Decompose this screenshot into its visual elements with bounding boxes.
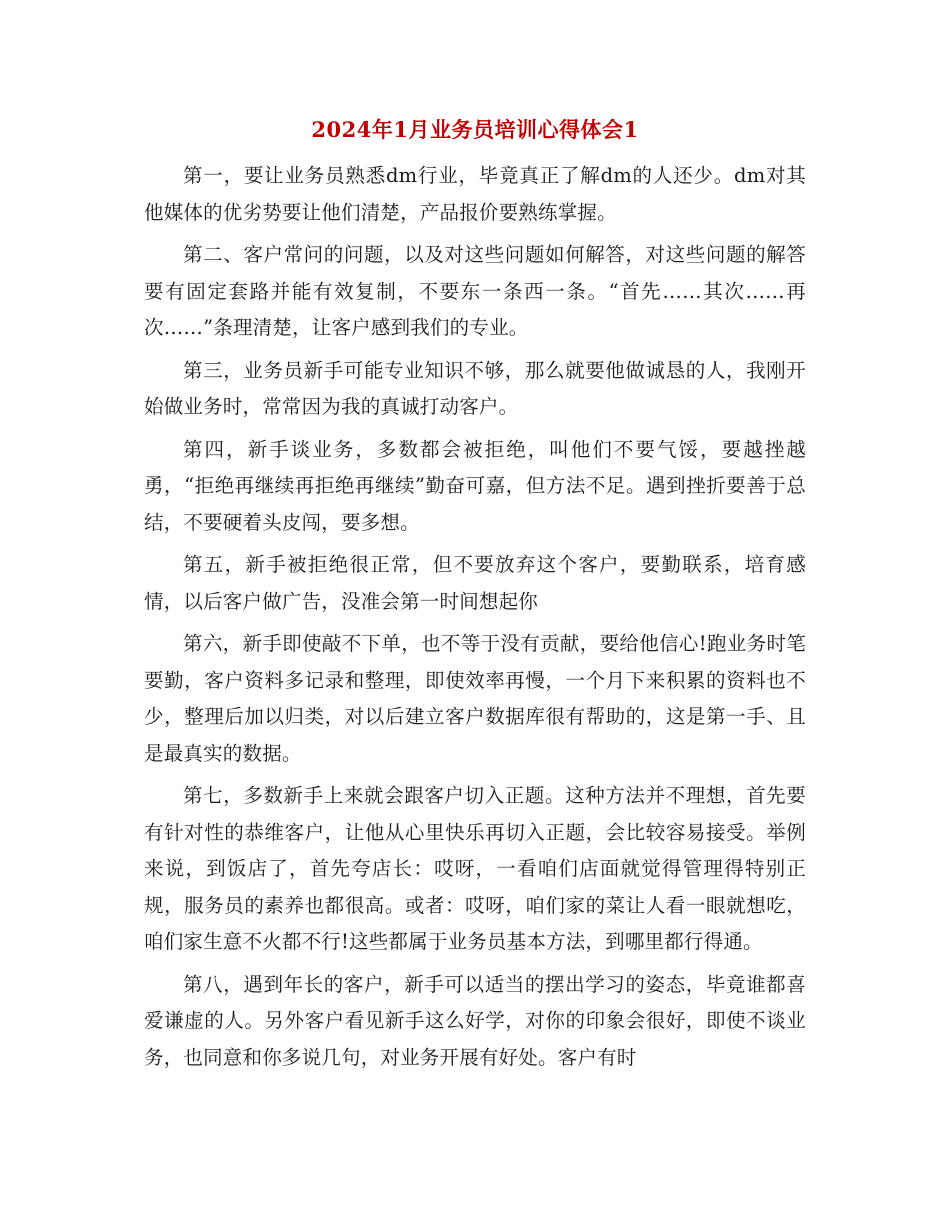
paragraph-7: 第七，多数新手上来就会跟客户切入正题。这种方法并不理想，首先要有针对性的恭维客户，让他从心里快乐再切入正题，会比较容易接受。举例来说，到饭店了，首先夸店长：哎呀，一看咱们店面就觉得管理得特别正规，服务员的素养也都很高。或者：哎呀，咱们家的菜让人看一眼就想吃，咱们家生意不火都不行!这些都属于业务员基本方法，到哪里都行得通。: [144, 784, 806, 953]
paragraph-8: 第八，遇到年长的客户，新手可以适当的摆出学习的姿态，毕竟谁都喜爱谦虚的人。另外客户看见新手这么好学，对你的印象会很好，即使不谈业务，也同意和你多说几句，对业务开展有好处。客户有时: [144, 972, 806, 1069]
document-page: [144, 112, 806, 1082]
paragraph-2: 第二、客户常问的问题，以及对这些问题如何解答，对这些问题的解答要有固定套路并能有效复制，不要东一条西一条。“首先……其次……再次……”条理清楚，让客户感到我们的专业。: [144, 243, 806, 339]
paragraph-3: 第三，业务员新手可能专业知识不够，那么就要他做诚恳的人，我刚开始做业务时，常常因为我的真诚打动客户。: [144, 358, 806, 418]
paragraph-1: 第一，要让业务员熟悉dm行业，毕竟真正了解dm的人还少。dm对其他媒体的优劣势要让他们清楚，产品报价要熟练掌握。: [144, 164, 806, 224]
paragraph-4: 第四，新手谈业务，多数都会被拒绝，叫他们不要气馁，要越挫越勇，“拒绝再继续再拒绝再继续”勤奋可嘉，但方法不足。遇到挫折要善于总结，不要硬着头皮闯，要多想。: [144, 437, 806, 534]
paragraph-5: 第五，新手被拒绝很正常，但不要放弃这个客户，要勤联系，培育感情，以后客户做广告，没准会第一时间想起你: [144, 553, 806, 613]
document-title: 2024年1月业务员培训心得体会1: [311, 117, 639, 142]
paragraph-6: 第六，新手即使敲不下单，也不等于没有贡献，要给他信心!跑业务时笔要勤，客户资料多记录和整理，即使效率再慢，一个月下来积累的资料也不少，整理后加以归类，对以后建立客户数据库很有帮助的，这是第一手、且是最真实的数据。: [144, 632, 806, 765]
